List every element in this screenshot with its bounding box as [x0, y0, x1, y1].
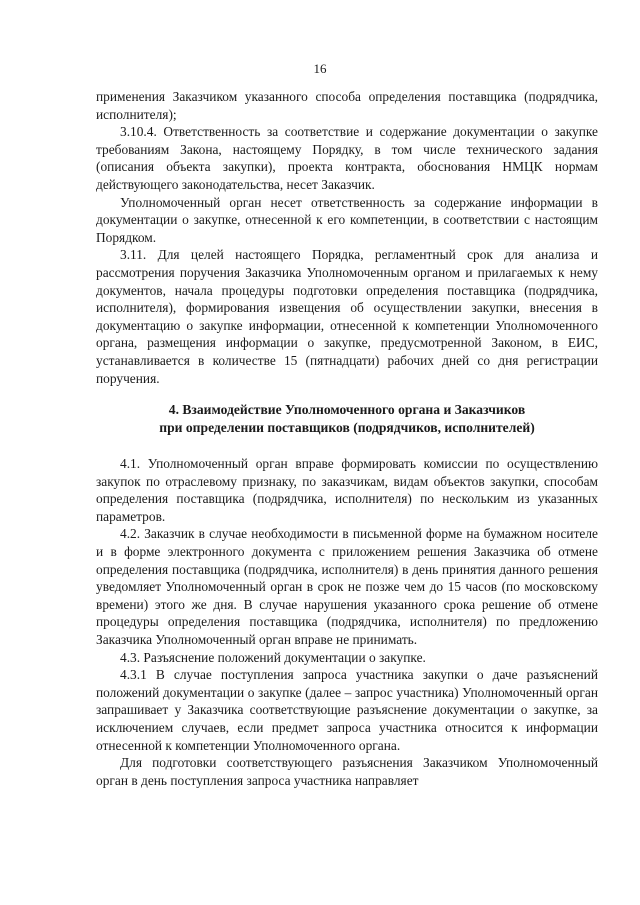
paragraph-4-1: 4.1. Уполномоченный орган вправе формировать комиссии по осуществлению закупок по отраслевому признаку, по заказчикам, видам объектов закупки, способам определения поставщика (подрядчика, исполнителя) по нескольким из указанных параметров. — [96, 456, 598, 524]
paragraph-3-10-4: 3.10.4. Ответственность за соответствие и содержание документации о закупке требованиям Закона, настоящему Порядку, в том числе технического задания (описания объекта закупки), проекта контракта, обоснования НМЦК нормам действующего законодательства, несет Заказчик. — [96, 124, 598, 192]
paragraph-3-11: 3.11. Для целей настоящего Порядка, регламентный срок для анализа и рассмотрения поручения Заказчика Уполномоченным органом и прилагаемых к нему документов, начала процедуры подготовки определения поставщика (подрядчика, исполнителя), формирования извещения об осуществлении закупки, внесения в документацию о закупке информации, отнесенной к компетенции Уполномоченного органа, размещения информации о закупке, предусмотренной Законом, в ЕИС, устанавливается в количестве 15 (пятнадцати) рабочих дней со дня регистрации поручения. — [96, 247, 598, 386]
paragraph-4-3: 4.3. Разъяснение положений документации о закупке. — [120, 649, 426, 665]
section-heading-line-1: 4. Взаимодействие Уполномоченного органа и Заказчиков — [168, 402, 526, 418]
page-number: 16 — [313, 61, 327, 76]
paragraph-4-3-1: 4.3.1 В случае поступления запроса участника закупки о даче разъяснений положений документации о закупке (далее – запрос участника) Уполномоченный орган запрашивает у Заказчика соответствующие разъяснение документации о закупке, за исключением случаев, если предмет запроса участника относится к информации отнесенной к компетенции Уполномоченного органа. — [96, 667, 598, 753]
section-heading-line-2: при определении поставщиков (подрядчиков, исполнителей) — [159, 420, 535, 436]
paragraph-authority-responsibility: Уполномоченный орган несет ответственность за содержание информации в документации о закупке, отнесенной к его компетенции, в соответствии с настоящим Порядком. — [96, 194, 598, 245]
paragraph-continuation: применения Заказчиком указанного способа определения поставщика (подрядчика, исполнителя); — [96, 89, 598, 122]
section-heading — [96, 401, 598, 437]
paragraph-preparation: Для подготовки соответствующего разъяснения Заказчиком Уполномоченный орган в день поступления запроса участника направляет — [96, 755, 598, 788]
document-body — [96, 88, 598, 789]
paragraph-4-2: 4.2. Заказчик в случае необходимости в письменной форме на бумажном носителе и в форме электронного документа с приложением решения Заказчика об отмене определения поставщика (подрядчика, исполнителя) в день принятия данного решения уведомляет Уполномоченный орган в срок не позже чем до 15 часов (по московскому времени) этого же дня. В случае нарушения указанного срока решение об отмене процедуры определения поставщика (подрядчика, исполнителя) по предложению Заказчика Уполномоченный орган вправе не принимать. — [96, 526, 598, 648]
